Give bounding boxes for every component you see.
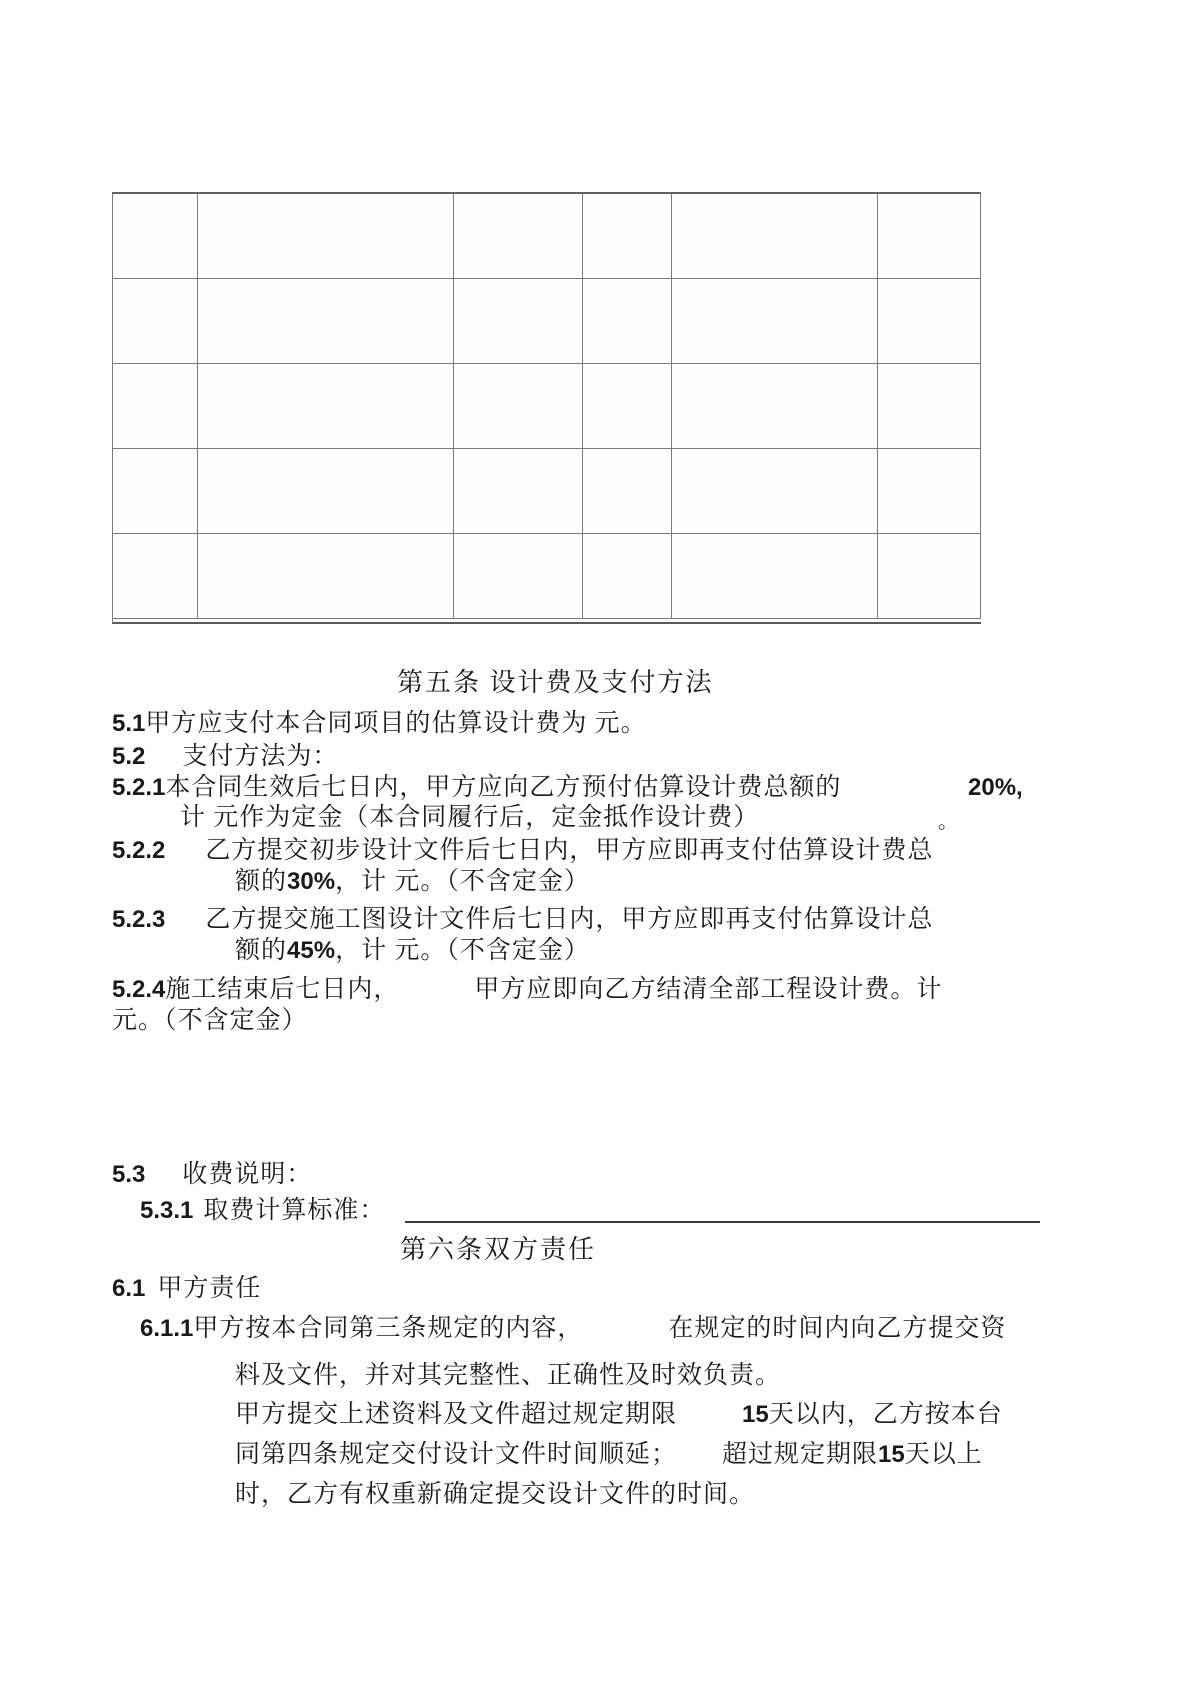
clause-5-3-1-number: 5.3.1 [140, 1197, 194, 1224]
clause-6-1-1-line4c: 天以上 [904, 1441, 983, 1468]
table-cell [672, 449, 878, 534]
table-cell [454, 534, 583, 619]
table-cell [454, 194, 583, 279]
clause-6-1-1 [140, 1313, 1006, 1345]
blank-table [112, 192, 981, 624]
table-cell [583, 534, 672, 619]
table-cell [198, 534, 454, 619]
clause-5-2-1-line2-end: 。 [938, 811, 959, 833]
table-cell [672, 194, 878, 279]
clause-5-3-1 [140, 1195, 385, 1227]
clause-6-1-1-line5: 时，乙方有权重新确定提交设计文件的时间。 [235, 1481, 756, 1508]
clause-5-2-3-line2 [235, 935, 590, 967]
clause-6-1-1-line4b: 超过规定期限 [722, 1441, 879, 1468]
table-cell [878, 194, 981, 279]
clause-5-2-number: 5.2 [112, 743, 146, 770]
clause-5-2-2-number: 5.2.2 [112, 837, 166, 864]
table-cell [878, 364, 981, 449]
table-cell [113, 194, 198, 279]
clause-6-1-1-line2: 料及文件，并对其完整性、正确性及时效负责。 [235, 1362, 782, 1389]
clause-6-1-1-text2: 在规定的时间内向乙方提交资 [668, 1315, 1007, 1342]
clause-5-2-3-percent: 45% [287, 937, 336, 964]
clause-6-1-1-number: 6.1.1 [140, 1315, 194, 1342]
clause-6-1-1-line4-days: 15 [878, 1441, 905, 1468]
clause-5-2-1-number: 5.2.1 [112, 774, 166, 801]
table-cell [583, 279, 672, 364]
clause-5-2-3-line2-pre: 额的 [235, 937, 288, 964]
clause-5-2-2-line2-pre: 额的 [235, 868, 288, 895]
table-cell [454, 279, 583, 364]
clause-5-2-4 [112, 974, 942, 1006]
clause-6-1-1-line3 [235, 1399, 1003, 1431]
clause-5-1-number: 5.1 [112, 710, 146, 737]
clause-5-2-3 [112, 904, 933, 936]
table-cell [454, 364, 583, 449]
clause-5-2-2-percent: 30% [287, 868, 336, 895]
clause-5-2-2-line2-post: ，计 元。（不含定金） [335, 868, 590, 895]
clause-5-2-2-line2 [235, 866, 590, 898]
clause-5-2-2-text: 乙方提交初步设计文件后七日内，甲方应即再支付估算设计费总 [205, 837, 934, 864]
table-cell [198, 194, 454, 279]
clause-5-2-3-text: 乙方提交施工图设计文件后七日内，甲方应即再支付估算设计总 [205, 906, 934, 933]
fill-in-underline [405, 1221, 1040, 1223]
clause-5-2-text: 支付方法为： [182, 743, 339, 770]
section5-heading: 第五条 设计费及支付方法 [397, 668, 714, 697]
table-cell [878, 534, 981, 619]
clause-6-1-1-text: 甲方按本合同第三条规定的内容， [193, 1315, 584, 1342]
clause-5-3 [112, 1159, 312, 1191]
clause-6-1-1-line3-days: 15 [742, 1401, 769, 1428]
clause-5-2-1-text: 本合同生效后七日内，甲方应向乙方预付估算设计费总额的 [165, 774, 842, 801]
clause-5-3-1-text: 取费计算标准： [203, 1197, 386, 1224]
table-cell [672, 364, 878, 449]
clause-5-2-4-text: 施工结束后七日内， [165, 976, 400, 1003]
clause-6-1-number: 6.1 [112, 1275, 146, 1302]
table-cell [672, 534, 878, 619]
clause-5-2-1 [112, 772, 841, 804]
clause-5-2-3-number: 5.2.3 [112, 906, 166, 933]
table-cell [583, 194, 672, 279]
clause-6-1-text: 甲方责任 [157, 1275, 262, 1302]
clause-5-2-1-percent: 20%, [968, 774, 1023, 801]
clause-5-2-4-number: 5.2.4 [112, 976, 166, 1003]
clause-5-1-text: 甲方应支付本合同项目的估算设计费为 元。 [145, 710, 647, 737]
clause-5-2-4-line2: 元。（不含定金） [112, 1007, 308, 1034]
clause-5-3-number: 5.3 [112, 1161, 146, 1188]
table-cell [198, 364, 454, 449]
clause-5-2 [112, 741, 338, 773]
table-cell [113, 364, 198, 449]
clause-6-1 [112, 1273, 261, 1305]
table-cell [672, 279, 878, 364]
clause-5-2-1-line2: 计 元作为定金（本合同履行后，定金抵作设计费） [180, 804, 760, 831]
table-cell [113, 534, 198, 619]
table-cell [198, 449, 454, 534]
clause-6-1-1-line3a: 甲方提交上述资料及文件超过规定期限 [235, 1401, 678, 1428]
clause-6-1-1-line4a: 同第四条规定交付设计文件时间顺延； [235, 1441, 678, 1468]
clause-5-2-4-text2: 甲方应即向乙方结清全部工程设计费。计 [474, 976, 943, 1003]
table-cell [454, 449, 583, 534]
table-cell [113, 279, 198, 364]
clause-6-1-1-line4 [235, 1439, 983, 1471]
clause-5-2-3-line2-post: ，计 元。（不含定金） [335, 937, 590, 964]
table-cell [878, 449, 981, 534]
clause-5-1 [112, 708, 647, 740]
table-cell [583, 364, 672, 449]
table-cell [583, 449, 672, 534]
section6-heading: 第六条双方责任 [400, 1235, 597, 1264]
table-cell [113, 449, 198, 534]
clause-6-1-1-line3b: 天以内，乙方按本台 [768, 1401, 1003, 1428]
clause-5-3-text: 收费说明： [182, 1161, 313, 1188]
table-cell [878, 279, 981, 364]
clause-5-2-2 [112, 835, 933, 867]
table-cell [198, 279, 454, 364]
